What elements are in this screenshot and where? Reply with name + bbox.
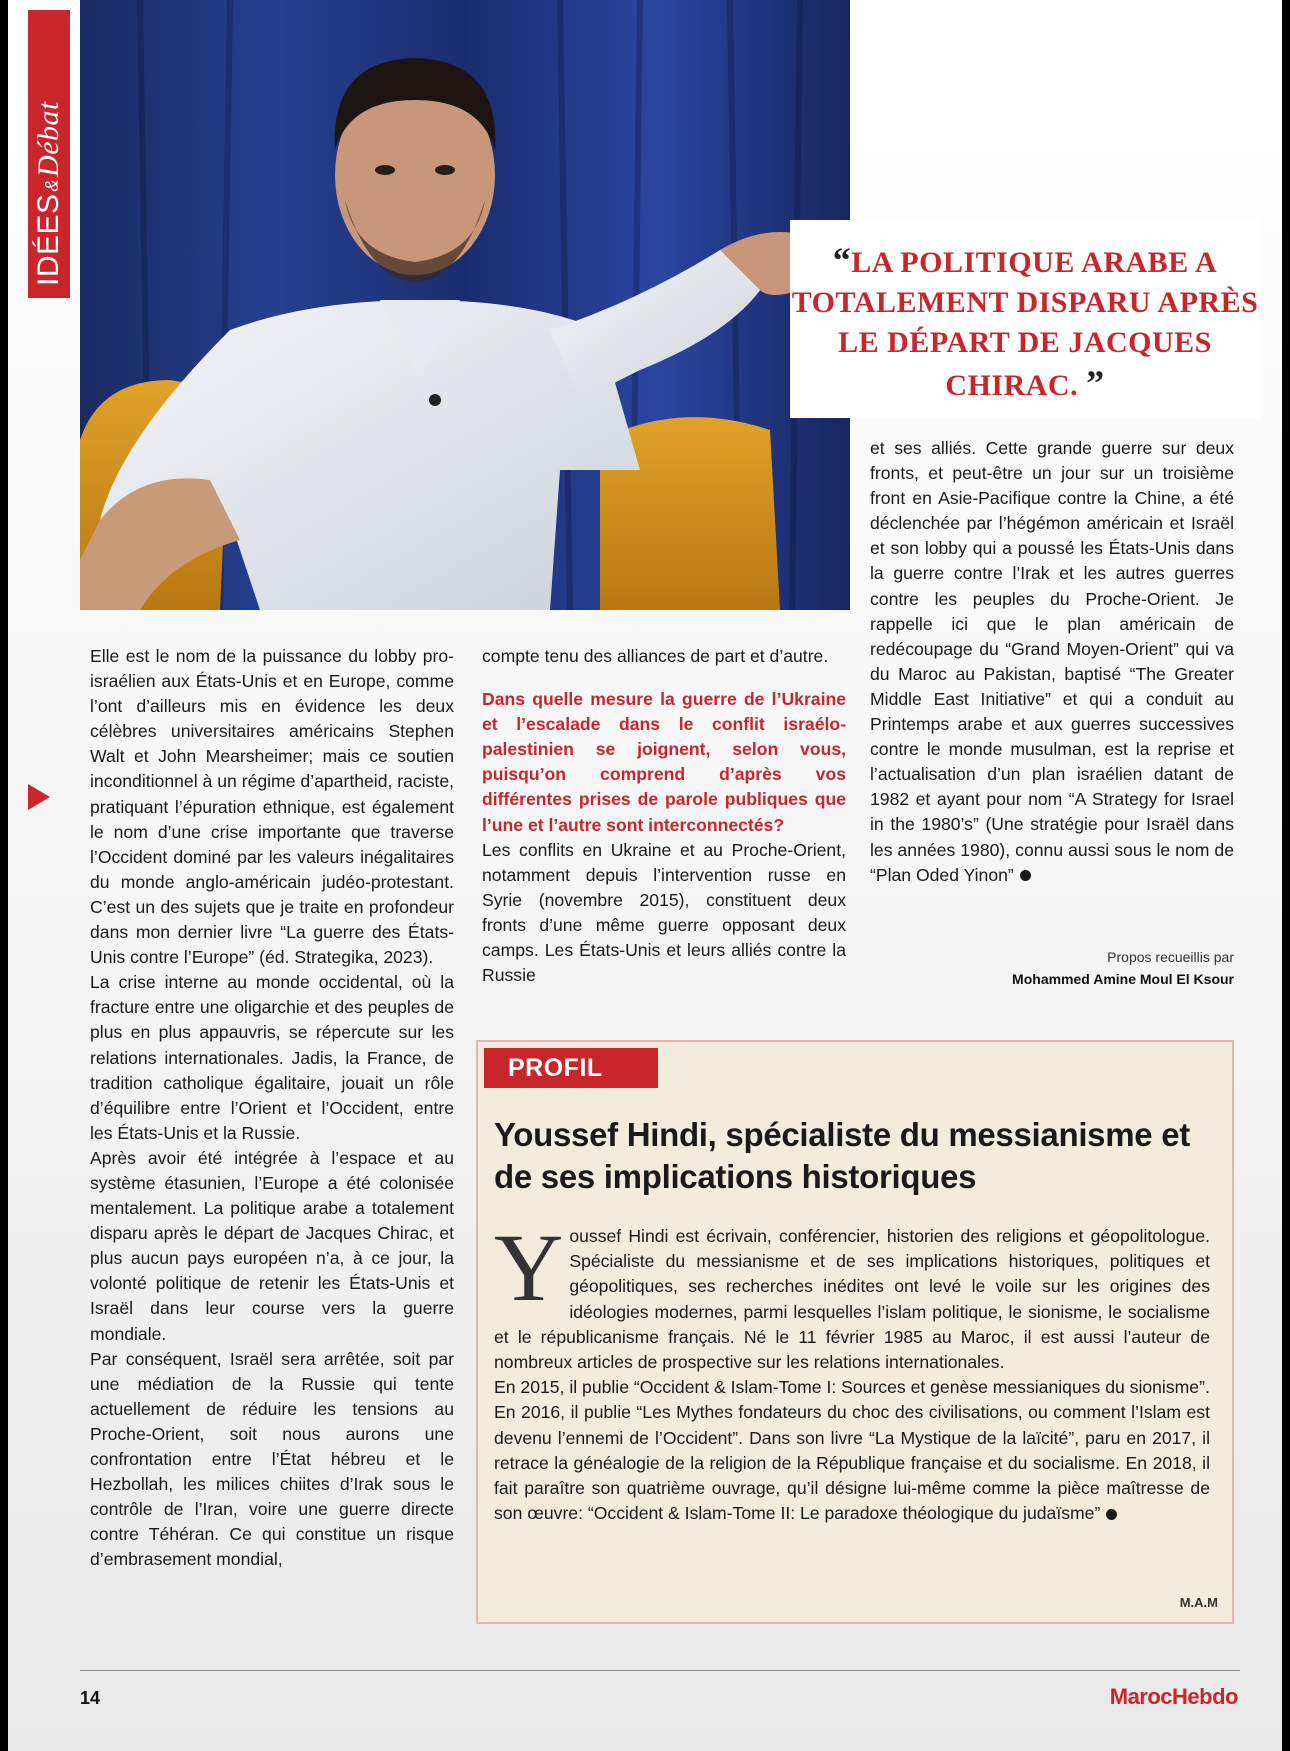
pull-quote-text-block [790,240,1260,406]
profile-tab: PROFIL [484,1048,658,1088]
end-of-profile-dot-icon [1106,1509,1117,1520]
red-arrow-marker-icon [28,784,50,810]
page-number: 14 [80,1688,101,1708]
article-paragraph: Par conséquent, Israël sera arrêtée, soit par une médiation de la Russie qui tente actuellement de réduire les tensions au Proche-Orient, soit nous aurons une confrontation entre l’État hébreu et le Hezbollah, les milices chiites d’Irak sous le contrôle de l’Iran, voire une guerre directe contre Téhéran. Ce qui constitue un risque d’embrasement mondial, [90,1348,454,1570]
article-paragraph: compte tenu des alliances de part et d’autre. [482,646,829,666]
interview-photo-illustration [80,0,850,610]
section-label [32,101,66,286]
interview-photo [80,0,850,610]
close-quote-mark: ” [1086,363,1105,403]
profile-paragraph [494,1214,1210,1375]
article-column-3 [870,436,1234,888]
article-paragraph-text: et ses alliés. Cette grande guerre sur deux fronts, et peut-être un jour sur un troisième front en Asie-Pacifique contre la Chine, a été déclenchée par l’hégémon américain et Israël et son lobby qui a poussé les États-Unis dans la guerre contre l’Irak et les autres guerres contre les peuples du Proche-Orient. Je rappelle ici que le plan américain de redécoupage du “Grand Moyen-Orient” qui va du Maroc au Pakistan, baptisé “The Greater Middle East Initiative” et qui a conduit au Printemps arabe et aux guerres successives contre le monde musulman, est la reprise et l’actualisation d’un plan israélien datant de 1982 et ayant pour nom “A Strategy for Israel in the 1980’s” (Une stratégie pour Israël dans les années 1980), connu aussi sous le nom de “Plan Oded Yinon” [870,438,1234,885]
section-label-main: IDÉES [32,193,65,286]
profile-body [494,1214,1210,1526]
pull-quote [790,220,1260,418]
article-paragraph: Elle est le nom de la puissance du lobby pro-israélien aux États-Unis et en Europe, comme l’ont d’ailleurs mis en évidence les deux célèbres universitaires américains Stephen Walt et John Mearsheimer; mais ce soutien inconditionnel à un régime d’apartheid, raciste, pratiquant l’épuration ethnique, est également le nom d’une crise importante que traverse l’Occident dominé par les valeurs inégalitaires du monde anglo-américain judéo-protestant. C’est un des sujets que je traite en profondeur dans mon dernier livre “La guerre des États-Unis contre l’Europe” (éd. Strategika, 2023). [90,646,454,968]
profile-box [476,1040,1234,1624]
section-label-amp: & [42,178,62,192]
footer-divider [80,1670,1240,1671]
article-column-2 [482,644,846,988]
article-paragraph: La crise interne au monde occidental, où la fracture entre une oligarchie et des peuples de plus en plus appauvris, se répercute sur les relations internationales. Jadis, la France, de tradition catholique égalitaire, jouait un rôle d’équilibre entre l’Orient et l’Occident, entre les États-Unis et la Russie. [90,972,454,1143]
profile-initials: M.A.M [1179,1595,1218,1610]
profile-paragraph: En 2015, il publie “Occident & Islam-Tome I: Sources et genèse messianiques du sionisme”. [494,1377,1210,1398]
interview-question: Dans quelle mesure la guerre de l’Ukraine et l’escalade dans le conflit israélo-palestinien se joignent, selon vous, puisqu’on comprend d’après vos différentes prises de parole publiques que l’une et l’autre sont interconnectés? [482,689,846,835]
profile-heading: Youssef Hindi, spécialiste du messianisme et de ses implications historiques [494,1116,1190,1195]
profile-paragraph-text: En 2016, il publie “Les Mythes fondateurs du choc des civilisations, ou comment l’Islam est devenu l’ennemi de l’Occident”. Dans son livre “La Mystique de la laïcité”, paru en 2017, il retrace la généalogie de la religion de la République française et du socialisme. En 2018, il fait paraître son quatrième ouvrage, qu’il désigne lui-même comme la pièce maîtresse de son œuvre: “Occident & Islam-Tome II: Le paradoxe théologique du judaïsme” [494,1402,1210,1524]
credit-label: Propos recueillis par [1107,949,1234,965]
profile-paragraph-text: oussef Hindi est écrivain, conférencier, historien des religions et géopolitologue. Spécialiste du messianisme et de ses implications historiques, politiques et géopolitiques, ses recherches inédites ont levé le voile sur les origines des idéologies modernes, parmi lesquelles l’islam politique, le sionisme, le socialisme et le républicanisme français. Né le 11 février 1985 au Maroc, il est aussi l’auteur de nombreux articles de prospective sur les relations internationales. [494,1226,1210,1373]
article-paragraph [870,436,1234,888]
pull-quote-text: LA POLITIQUE ARABE A TOTALEMENT DISPARU APRÈS LE DÉPART DE JACQUES CHIRAC. [791,246,1259,402]
end-of-article-dot-icon [1020,870,1031,881]
brand-logo: MarocHebdo [1109,1684,1238,1709]
article-column-1 [90,644,454,1572]
open-quote-mark: “ [832,240,852,280]
article-paragraph: Les conflits en Ukraine et au Proche-Orient, notamment depuis l’intervention russe en Syrie (novembre 2015), constituent deux fronts d’une même guerre opposant deux camps. Les États-Unis et leurs alliés contre la Russie [482,839,846,986]
section-tab [28,10,70,298]
credit-name: Mohammed Amine Moul El Ksour [1012,971,1234,987]
article-paragraph: Après avoir été intégrée à l’espace et au système étasunien, l’Europe a été colonisée mentalement. La politique arabe a totalement disparu après le départ de Jacques Chirac, et plus aucun pays européen n’a, à ce jour, la volonté politique de retenir les États-Unis et Israël dans leur course vers la guerre mondiale. [90,1147,454,1344]
profile-paragraph [494,1400,1210,1526]
section-label-sub: Débat [32,101,65,177]
drop-cap: Y [494,1214,564,1321]
magazine-page [8,0,1282,1751]
interview-credit [870,946,1234,990]
